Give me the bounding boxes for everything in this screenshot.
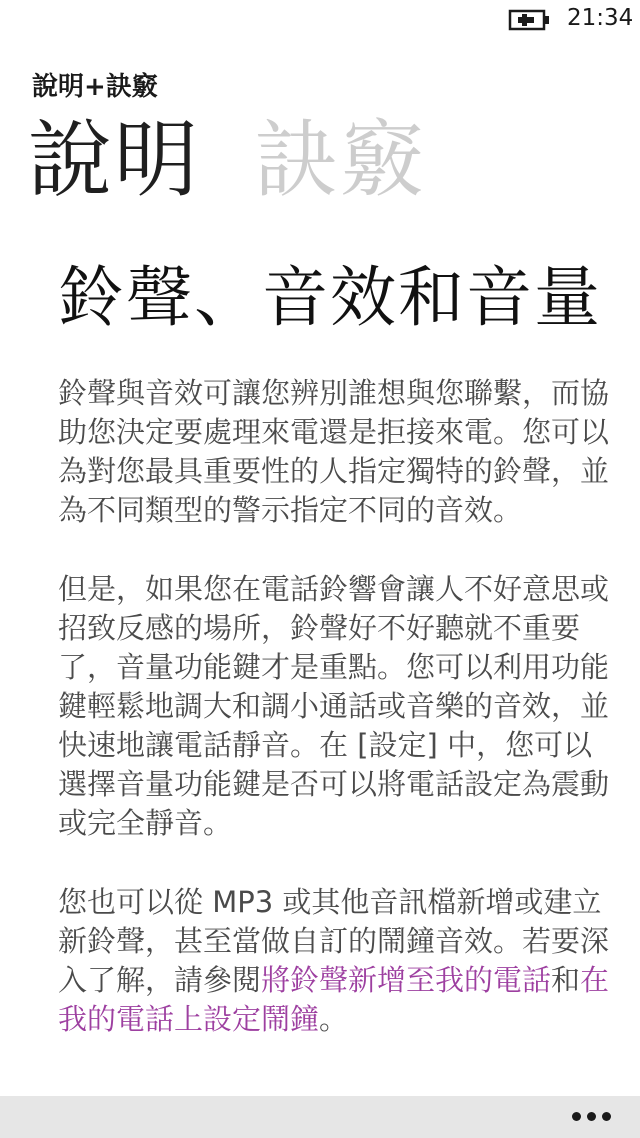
article-paragraph: 但是，如果您在電話鈴響會讓人不好意思或招致反感的場所，鈴聲好不好聽就不重要了，音量功能鍵才是重點。您可以利用功能鍵輕鬆地調大和調小通話或音樂的音效，並快速地讓電話靜音。在 [設定] 中，您可以選擇音量功能鍵是否可以將電話設定為震動或完全靜音。 (58, 572, 610, 840)
link-add-ringtone[interactable]: 將鈴聲新增至我的電話 (261, 963, 552, 997)
pivot-tab-tips[interactable]: 訣竅 (254, 111, 427, 209)
article-content[interactable] (58, 256, 610, 1078)
paragraph-text: 您也可以從 MP3 或其他音訊檔新增或建立新鈴聲，甚至當做自訂的鬧鐘音效。若要深入了解，請參閱 (58, 885, 610, 997)
paragraph-text: 。 (319, 1002, 349, 1036)
article-title: 鈴聲、音效和音量 (58, 259, 602, 336)
app-bar (0, 1096, 640, 1138)
app-title: 說明+訣竅 (32, 72, 158, 102)
clock: 21:34 (567, 5, 634, 31)
status-bar (0, 0, 640, 42)
pivot-headers (28, 104, 480, 216)
battery-charging-icon (508, 9, 552, 31)
article-paragraph (58, 883, 610, 1039)
link-set-alarm[interactable]: 在我的電話上設定鬧鐘 (58, 963, 610, 1036)
article-paragraph: 鈴聲與音效可讓您辨別誰想與您聯繫，而協助您決定要處理來電還是拒接來電。您可以為對您最具重要性的人指定獨特的鈴聲，並為不同類型的警示指定不同的音效。 (58, 376, 610, 527)
more-ellipsis-icon[interactable] (572, 1104, 612, 1130)
pivot-tab-help[interactable]: 說明 (28, 111, 201, 209)
paragraph-text: 和 (551, 963, 581, 997)
